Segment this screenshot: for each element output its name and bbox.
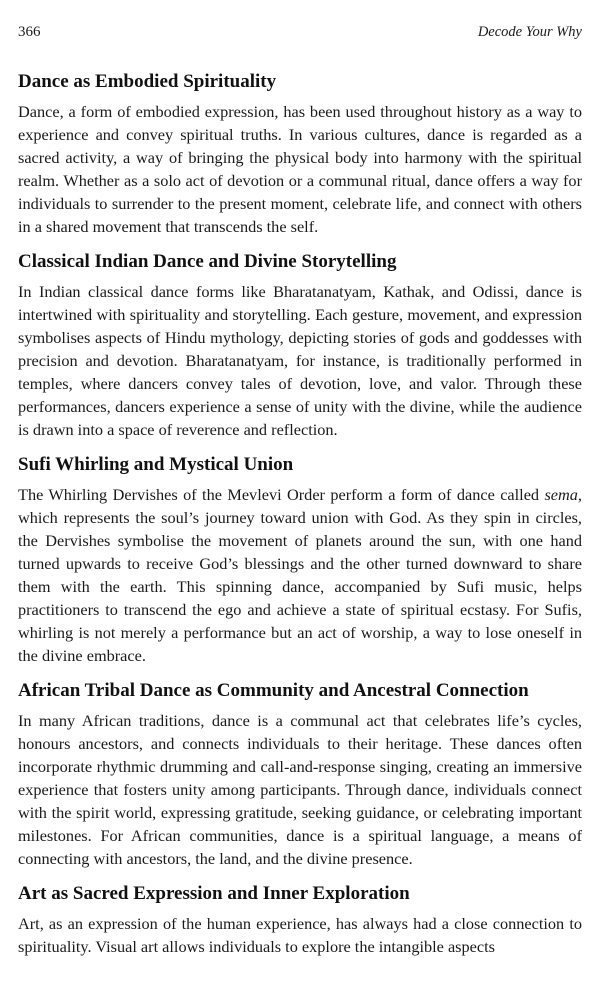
section-paragraph: Art, as an expression of the human experience, has always had a close connection to spirituality. Visual art allows individuals to explore the intangible aspects [18,914,582,956]
section-dance-embodied-spirituality [18,70,582,238]
paragraph-text-end: , which represents the soul’s journey toward union with God. As they spin in circles, the Dervishes symbolise the movement of planets around the sun, with one hand turned upwards to receive God’s blessings and the other turned downward to share them with the earth. This spinning dance, accompanied by Sufi music, helps practitioners to transcend the ego and achieve a state of spiritual ecstasy. For Sufis, whirling is not merely a performance but an act of worship, a way to lose oneself in the divine embrace. [18,485,582,665]
running-title: Decode Your Why [477,24,582,40]
section-heading: African Tribal Dance as Community and Ancestral Connection [18,680,529,701]
section-heading: Classical Indian Dance and Divine Storytelling [18,251,397,272]
page-number: 366 [18,24,41,40]
section-art-sacred-expression [18,882,582,958]
section-paragraph [18,483,582,667]
section-heading: Sufi Whirling and Mystical Union [18,454,294,475]
sema-term: sema [544,485,578,504]
paragraph-text-start: The Whirling Dervishes of the Mevlevi Order perform a form of dance called [18,485,545,504]
section-paragraph: Dance, a form of embodied expression, has been used throughout history as a way to experience and convey spiritual truths. In various cultures, dance is regarded as a sacred activity, a way of bringing the physical body into harmony with the spiritual realm. Whether as a solo act of devotion or a communal ritual, dance offers a way for individuals to surrender to the present moment, celebrate life, and connect with others in a shared movement that transcends the self. [18,102,582,236]
running-header [18,24,582,46]
section-heading: Art as Sacred Expression and Inner Exploration [18,883,410,904]
section-heading: Dance as Embodied Spirituality [18,71,277,92]
section-paragraph: In Indian classical dance forms like Bharatanatyam, Kathak, and Odissi, dance is intertwined with spirituality and storytelling. Each gesture, movement, and expression symbolises aspects of Hindu mythology, depicting stories of gods and goddesses with precision and devotion. Bharatanatyam, for instance, is traditionally performed in temples, where dancers convey tales of devotion, love, and valor. Through these performances, dancers experience a sense of unity with the divine, while the audience is drawn into a space of reverence and reflection. [18,282,582,439]
section-classical-indian-dance [18,250,582,441]
section-sufi-whirling [18,453,582,667]
section-african-tribal-dance [18,679,582,870]
section-paragraph: In many African traditions, dance is a communal act that celebrates life’s cycles, honours ancestors, and connects individuals to their heritage. These dances often incorporate rhythmic drumming and call-and-response singing, creating an immersive experience that fosters unity among participants. Through dance, individuals connect with the spirit world, expressing gratitude, seeking guidance, or celebrating important milestones. For African communities, dance is a spiritual language, a means of connecting with ancestors, the land, and the divine presence. [18,711,582,868]
